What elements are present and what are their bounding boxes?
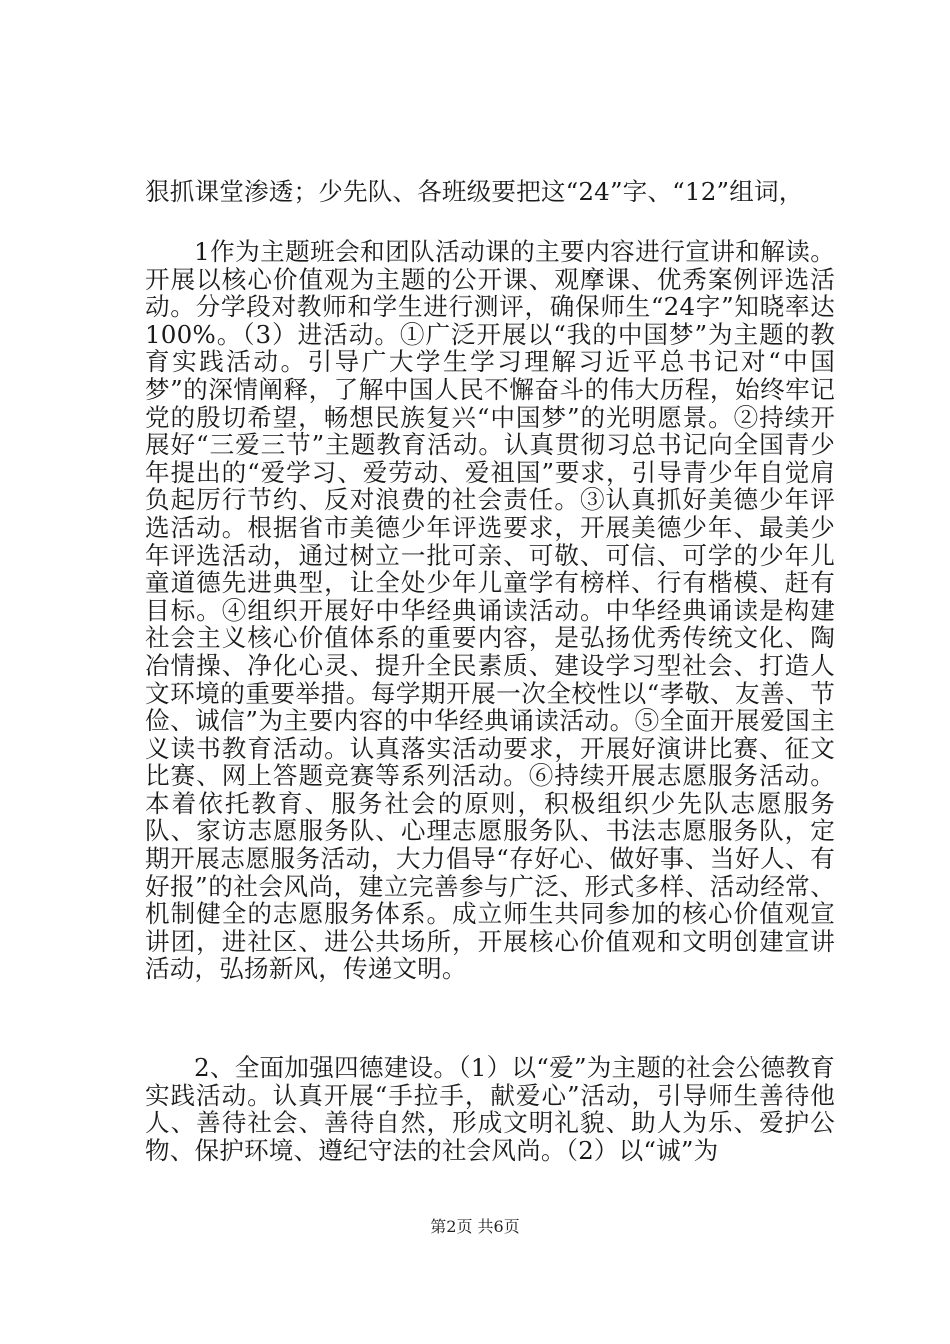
body-paragraph-1: 1作为主题班会和团队活动课的主要内容进行宣讲和解读。开展以核心价值观为主题的公开课、观摩课、优秀案例评选活动。分学段对教师和学生进行测评，确保师生“24字”知晓率达100%。（3）进活动。①广泛开展以“我的中国梦”为主题的教育实践活动。引导广大学生学习理解习近平总书记对“中国梦”的深情阐释，了解中国人民不懈奋斗的伟大历程，始终牢记党的殷切希望，畅想民族复兴“中国梦”的光明愿景。②持续开展好“三爱三节”主题教育活动。认真贯彻习总书记向全国青少年提出的“爱学习、爱劳动、爱祖国”要求，引导青少年自觉肩负起厉行节约、反对浪费的社会责任。③认真抓好美德少年评选活动。根据省市美德少年评选要求，开展美德少年、最美少年评选活动，通过树立一批可亲、可敬、可信、可学的少年儿童道德先进典型，让全处少年儿童学有榜样、行有楷模、赶有目标。④组织开展好中华经典诵读活动。中华经典诵读是构建社会主义核心价值体系的重要内容，是弘扬优秀传统文化、陶冶情操、净化心灵、提升全民素质、建设学习型社会、打造人文环境的重要举措。每学期开展一次全校性以“孝敬、友善、节俭、诚信”为主要内容的中华经典诵读活动。⑤全面开展爱国主义读书教育活动。认真落实活动要求，开展好演讲比赛、征文比赛、网上答题竞赛等系列活动。⑥持续开展志愿服务活动。本着依托教育、服务社会的原则，积极组织少先队志愿服务队、家访志愿服务队、心理志愿服务队、书法志愿服务队，定期开展志愿服务活动，大力倡导“存好心、做好事、当好人、有好报”的社会风尚，建立完善参与广泛、形式多样、活动经常、机制健全的志愿服务体系。成立师生共同参加的核心价值观宣讲团，进社区、进公共场所，开展核心价值观和文明创建宣讲活动，弘扬新风，传递文明。 bbox=[145, 237, 835, 984]
fragment-line: 狠抓课堂渗透；少先队、各班级要把这“24”字、“12”组词， bbox=[145, 177, 804, 206]
body-paragraph-2: 2、全面加强四德建设。（1）以“爱”为主题的社会公德教育实践活动。认真开展“手拉手，献爱心”活动，引导师生善待他人、善待社会、善待自然，形成文明礼貌、助人为乐、爱护公物、保护环境、遵纪守法的社会风尚。（2）以“诚”为 bbox=[145, 1053, 835, 1165]
page-number-footer: 第2页 共6页 bbox=[430, 1217, 520, 1236]
